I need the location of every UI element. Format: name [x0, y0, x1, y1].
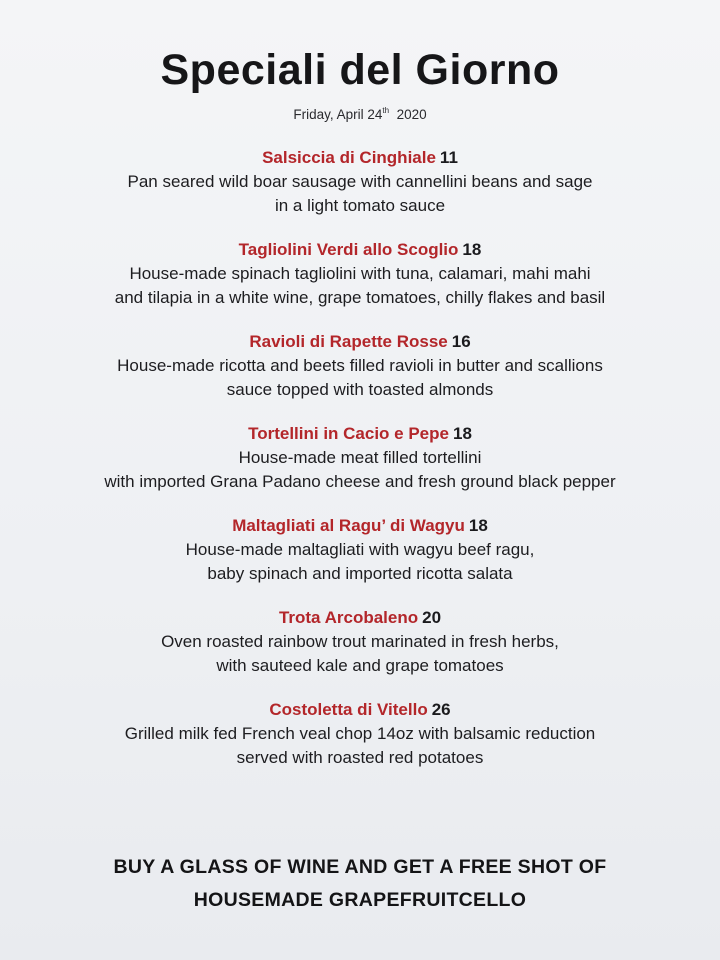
date-ordinal-suffix: th	[382, 106, 390, 115]
menu-item-price: 18	[452, 424, 472, 443]
menu-item	[0, 238, 720, 310]
menu-item-description-line: with imported Grana Padano cheese and fresh ground black pepper	[104, 472, 616, 491]
menu-item-name: Ravioli di Rapette Rosse	[249, 332, 448, 351]
menu-item-description-line: Grilled milk fed French veal chop 14oz with balsamic reduction	[124, 724, 596, 743]
menu-item-description-line: Oven roasted rainbow trout marinated in fresh herbs,	[161, 632, 559, 651]
menu-title: Speciali del Giorno	[160, 46, 560, 94]
menu-item-header	[0, 422, 720, 446]
menu-item-description-line: in a light tomato sauce	[274, 196, 446, 215]
menu-item-price: 18	[462, 240, 482, 259]
menu-item	[0, 514, 720, 586]
menu-item-name: Maltagliati al Ragu’ di Wagyu	[232, 516, 465, 535]
menu-item-price: 26	[431, 700, 451, 719]
menu-item-name: Tagliolini Verdi allo Scoglio	[238, 240, 459, 259]
menu-item-description-line: House-made meat filled tortellini	[238, 448, 482, 467]
menu-item-price: 18	[468, 516, 488, 535]
promo-line: BUY A GLASS OF WINE AND GET A FREE SHOT OF	[113, 856, 607, 878]
menu-item-header	[0, 606, 720, 630]
menu-item	[0, 146, 720, 218]
date-text: Friday, April 24	[293, 107, 383, 122]
menu-item-description-line: and tilapia in a white wine, grape tomatoes, chilly flakes and basil	[114, 288, 606, 307]
menu-item-header	[0, 146, 720, 170]
menu-item-header	[0, 698, 720, 722]
promo-banner	[0, 851, 720, 917]
menu-item-header	[0, 514, 720, 538]
menu-item-name: Salsiccia di Cinghiale	[262, 148, 436, 167]
date-year: 2020	[396, 107, 427, 122]
menu-item-description-line: sauce topped with toasted almonds	[226, 380, 494, 399]
menu-item-description-line: Pan seared wild boar sausage with cannellini beans and sage	[127, 172, 593, 191]
menu-item-name: Trota Arcobaleno	[278, 608, 419, 627]
menu-item-name: Tortellini in Cacio e Pepe	[248, 424, 449, 443]
menu-item	[0, 422, 720, 494]
menu-item	[0, 330, 720, 402]
menu-item	[0, 606, 720, 678]
menu-item-description-line: served with roasted red potatoes	[236, 748, 484, 767]
menu-item-price: 20	[422, 608, 442, 627]
promo-line: HOUSEMADE GRAPEFRUITCELLO	[193, 889, 527, 911]
menu-date	[0, 106, 720, 122]
menu-item-description-line: baby spinach and imported ricotta salata	[207, 564, 513, 583]
menu-item-description-line: House-made ricotta and beets filled ravioli in butter and scallions	[117, 356, 603, 375]
specials-list	[0, 146, 720, 790]
menu-item-price: 16	[451, 332, 471, 351]
menu-item-header	[0, 238, 720, 262]
menu-item-description-line: House-made spinach tagliolini with tuna, calamari, mahi mahi	[129, 264, 591, 283]
menu-item	[0, 698, 720, 770]
menu-item-price: 11	[439, 148, 458, 167]
menu-item-header	[0, 330, 720, 354]
menu-item-name: Costoletta di Vitello	[269, 700, 428, 719]
menu-item-description-line: with sauteed kale and grape tomatoes	[216, 656, 504, 675]
menu-item-description-line: House-made maltagliati with wagyu beef ragu,	[185, 540, 535, 559]
